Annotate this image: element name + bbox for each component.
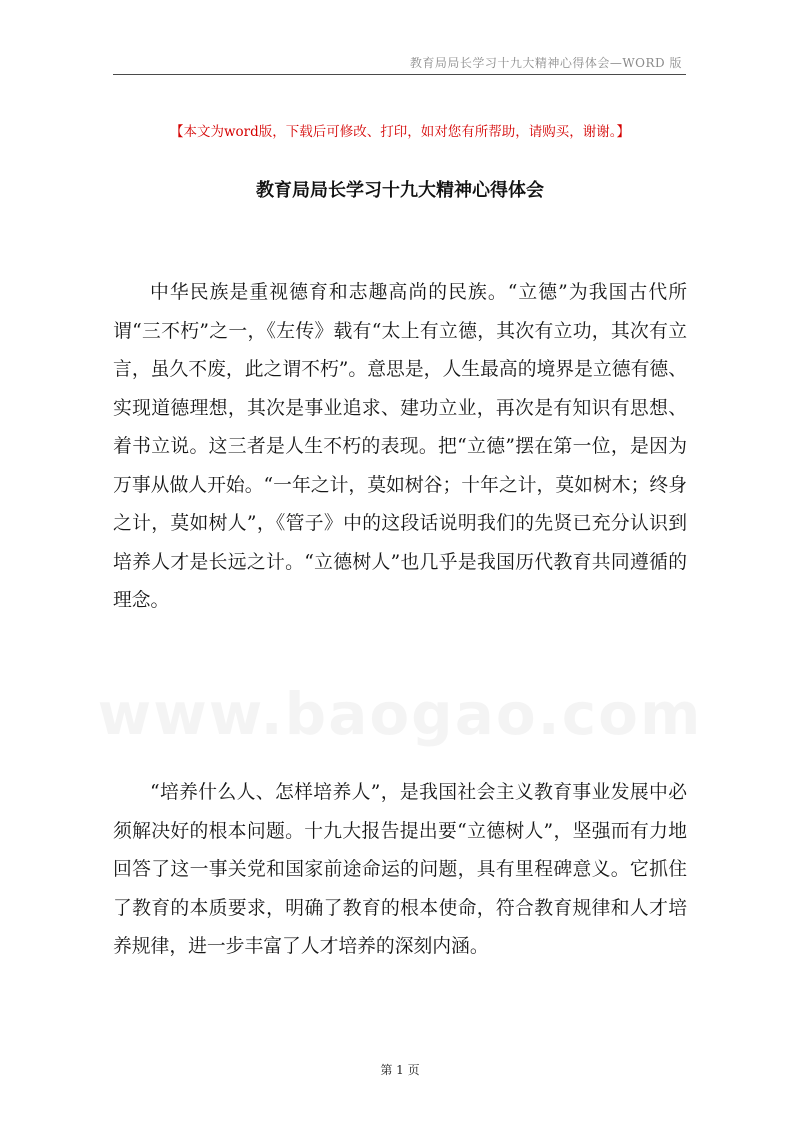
watermark [0, 680, 800, 748]
body-paragraph-1: 中华民族是重视德育和志趣高尚的民族。“立德”为我国古代所谓“三不朽”之一，《左传》载有“太上有立德，其次有立功，其次有立言，虽久不废，此之谓不朽”。意思是，人生最高的境界是立德有德、实现道德理想，其次是事业追求、建功立业，再次是有知识有思想、着书立说。这三者是人生不朽的表现。把“立德”摆在第一位，是因为万事从做人开始。“一年之计，莫如树谷；十年之计，莫如树木；终身之计，莫如树人”，《管子》中的这段话说明我们的先贤已充分认识到培养人才是长远之计。“立德树人”也几乎是我国历代教育共同遵循的理念。 [113, 282, 687, 611]
page-number: 第 1 页 [380, 1063, 420, 1077]
document-title: 教育局局长学习十九大精神心得体会 [256, 180, 544, 201]
purchase-notice: 【本文为word版，下载后可修改、打印，如对您有所帮助，请购买，谢谢。】 [169, 124, 631, 140]
body-paragraph-2: “培养什么人、怎样培养人”，是我国社会主义教育事业发展中必须解决好的根本问题。十九大报告提出要“立德树人”，坚强而有力地回答了这一事关党和国家前途命运的问题，具有里程碑意义。它抓住了教育的本质要求，明确了教育的根本使命，符合教育规律和人才培养规律，进一步丰富了人才培养的深刻内涵。 [113, 782, 687, 957]
header-divider [113, 74, 686, 75]
running-header: 教育局局长学习十九大精神心得体会—WORD 版 [409, 56, 682, 70]
